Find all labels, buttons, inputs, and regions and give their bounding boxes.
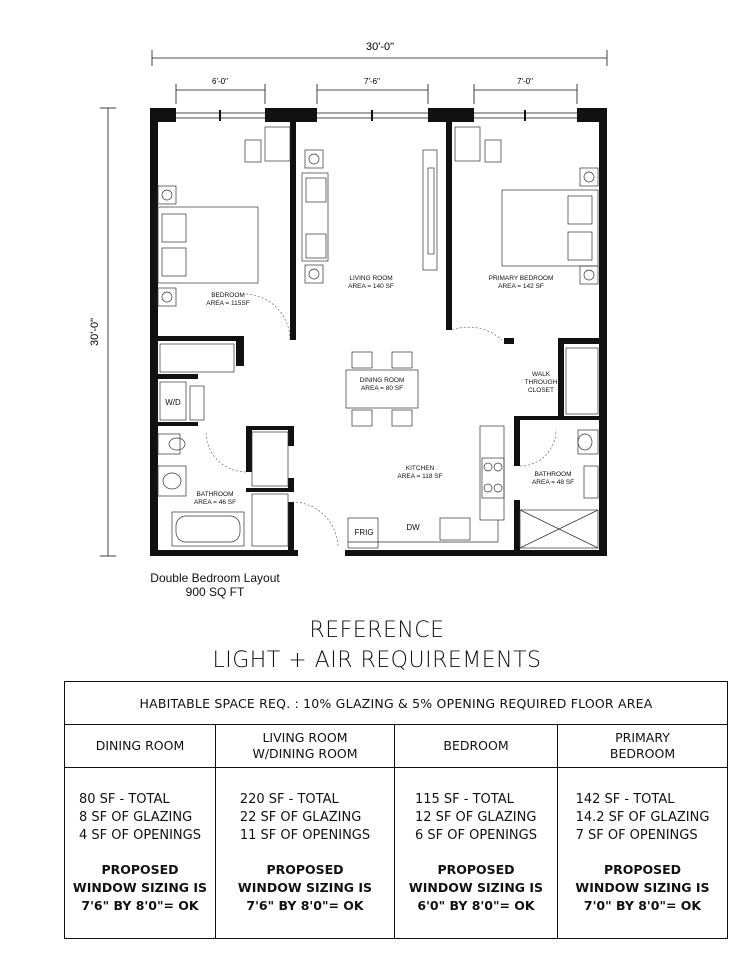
column-header-living: LIVING ROOM W/DINING ROOM bbox=[216, 725, 395, 768]
plan-caption bbox=[120, 571, 310, 599]
label-living-room: LIVING ROOM bbox=[349, 275, 393, 282]
dim-window-primary: 7'-0" bbox=[517, 77, 533, 86]
label-bathroom-1-area: AREA = 46 SF bbox=[193, 499, 237, 506]
label-primary-area: AREA = 142 SF bbox=[498, 283, 544, 290]
label-kitchen-area: AREA = 118 SF bbox=[397, 473, 443, 480]
dim-overall-width: 30'-0" bbox=[365, 41, 395, 53]
label-primary-bedroom: PRIMARY BEDROOM bbox=[488, 275, 554, 282]
dim-window-living: 7'-6" bbox=[364, 77, 380, 86]
caption-line-2: 900 SQ FT bbox=[185, 585, 245, 599]
label-bathroom-1: BATHROOM bbox=[196, 491, 234, 498]
table-header: HABITABLE SPACE REQ. : 10% GLAZING & 5% OPENING REQUIRED FLOOR AREA bbox=[65, 682, 728, 725]
cell-primary: 142 SF - TOTAL 14.2 SF OF GLAZING 7 SF OF OPENINGS PROPOSED WINDOW SIZING IS 7'0" BY 8'0"= OK bbox=[558, 768, 728, 939]
label-frig: FRIG bbox=[354, 528, 374, 537]
label-living-area: AREA = 140 SF bbox=[348, 283, 394, 290]
label-closet-2: THROUGH bbox=[524, 379, 558, 386]
label-dining-room: DINING ROOM bbox=[359, 377, 405, 384]
cell-living: 220 SF - TOTAL 22 SF OF GLAZING 11 SF OF OPENINGS PROPOSED WINDOW SIZING IS 7'6" BY 8'0"= OK bbox=[216, 768, 395, 939]
door-swings bbox=[206, 294, 556, 548]
requirements-table bbox=[64, 681, 728, 939]
label-bedroom-area: AREA = 115SF bbox=[206, 300, 250, 307]
caption-line-1: Double Bedroom Layout bbox=[150, 571, 280, 585]
reference-title: REFERENCE bbox=[309, 618, 445, 643]
dim-overall-height: 30'-0" bbox=[89, 317, 101, 347]
label-bedroom: BEDROOM bbox=[211, 292, 245, 299]
windows bbox=[176, 110, 577, 121]
column-header-primary: PRIMARY BEDROOM bbox=[558, 725, 728, 768]
label-closet-1: WALK bbox=[531, 371, 551, 378]
cell-dining: 80 SF - TOTAL 8 SF OF GLAZING 4 SF OF OPENINGS PROPOSED WINDOW SIZING IS 7'6" BY 8'0"= OK bbox=[65, 768, 216, 939]
label-kitchen: KITCHEN bbox=[405, 465, 435, 472]
label-bathroom-2-area: AREA = 48 SF bbox=[531, 479, 575, 486]
walls bbox=[150, 108, 607, 556]
label-dw: DW bbox=[406, 523, 420, 532]
column-header-dining: DINING ROOM bbox=[65, 725, 216, 768]
label-dining-area: AREA = 80 SF bbox=[360, 385, 404, 392]
reference-subtitle: LIGHT + AIR REQUIREMENTS bbox=[212, 648, 542, 673]
cell-bedroom: 115 SF - TOTAL 12 SF OF GLAZING 6 SF OF OPENINGS PROPOSED WINDOW SIZING IS 6'0" BY 8'0"= OK bbox=[395, 768, 558, 939]
label-wd: W/D bbox=[165, 398, 181, 407]
label-closet-3: CLOSET bbox=[527, 387, 555, 394]
column-header-bedroom: BEDROOM bbox=[395, 725, 558, 768]
label-bathroom-2: BATHROOM bbox=[534, 471, 572, 478]
dim-window-bedroom: 6'-0" bbox=[212, 77, 228, 86]
